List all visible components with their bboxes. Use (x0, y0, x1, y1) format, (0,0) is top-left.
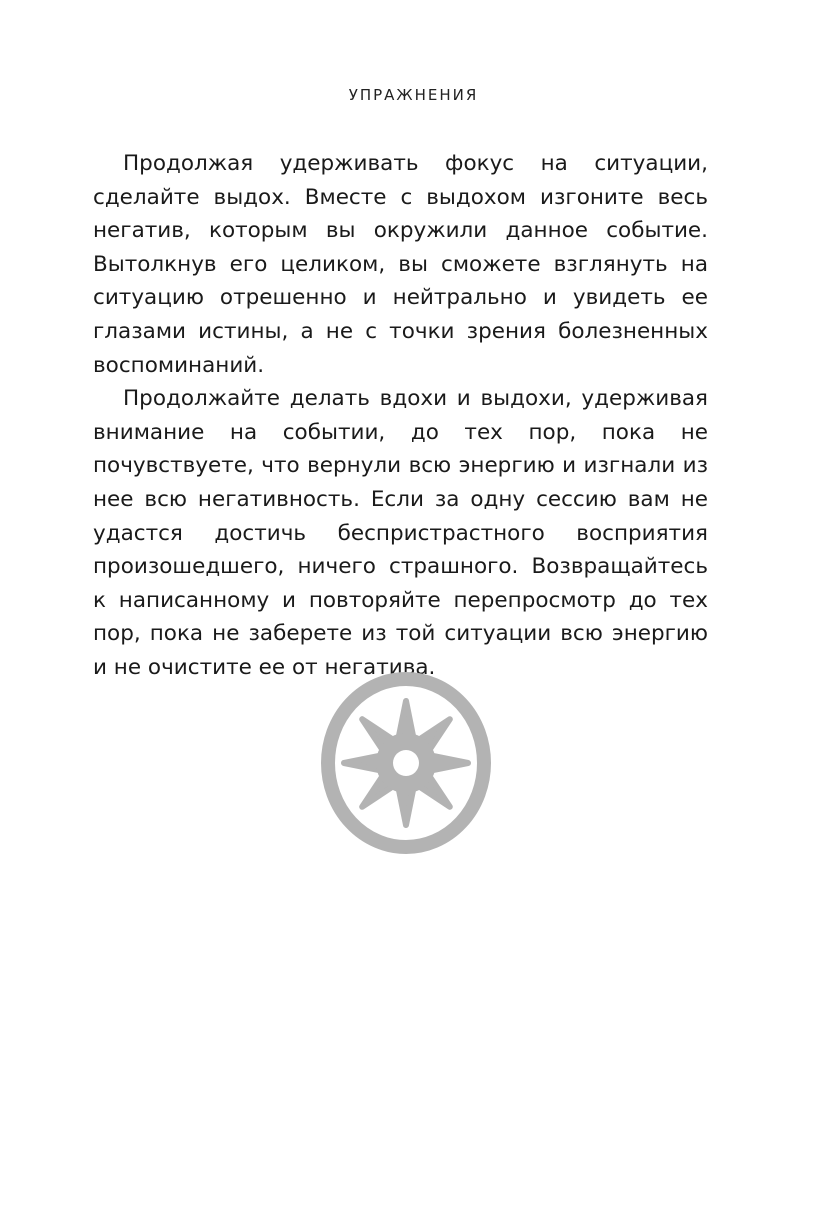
paragraph-1: Продолжая удерживать фокус на ситуации, сделайте выдох. Вместе с выдохом изгоните весь негатив, которым вы окружили данное событие. Вытолкнув его целиком, вы сможете взглянуть на ситуацию отрешенно и нейтрально и увидеть ее глазами истины, а не с точки зрения болезненных воспоминаний. (93, 151, 708, 378)
sun-in-circle-icon (318, 668, 494, 858)
running-head: УПРАЖНЕНИЯ (348, 86, 479, 104)
ornament-center (393, 750, 419, 776)
body-text (93, 147, 708, 685)
paragraph-2: Продолжайте делать вдохи и выдохи, удерживая внимание на событии, до тех пор, пока не почувствуете, что вернули всю энергию и изгнали из нее всю негативность. Если за одну сессию вам не удастся достичь беспристрастного восприятия произошедшего, ничего страшного. Возвращайтесь к написанному и повторяйте перепросмотр до тех пор, пока не заберете из той ситуации всю энергию и не очистите ее от негатива. (93, 386, 708, 680)
